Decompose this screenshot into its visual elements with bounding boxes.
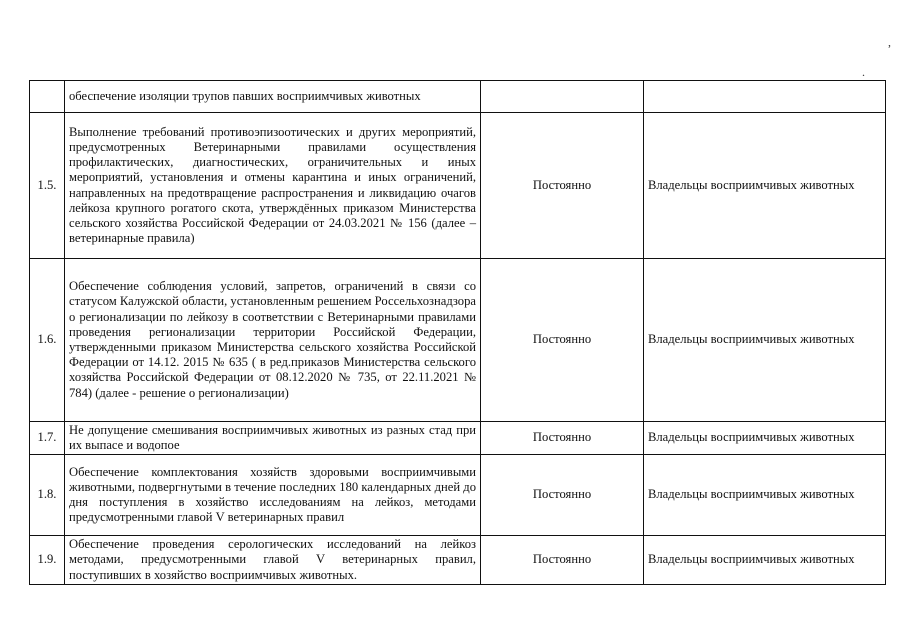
row-term	[481, 81, 644, 113]
row-description: Обеспечение комплектования хозяйств здоровыми восприимчивыми животными, подвергнутыми в течение последних 180 календарных дней до дня поступления в хозяйство исследованиям на лейкоз, методами предусмотренными главой V ветеринарных правил	[65, 455, 481, 536]
row-term: Постоянно	[481, 113, 644, 259]
row-responsible: Владельцы восприимчивых животных	[644, 259, 886, 422]
row-number: 1.7.	[30, 422, 65, 455]
table-row	[30, 259, 886, 422]
measures-table	[29, 80, 886, 585]
row-responsible	[644, 81, 886, 113]
row-description: обеспечение изоляции трупов павших восприимчивых животных	[65, 81, 481, 113]
row-description: Обеспечение проведения серологических исследований на лейкоз методами, предусмотренными главой V ветеринарных правил, поступивших в хозяйство восприимчивых животных.	[65, 536, 481, 585]
row-number	[30, 81, 65, 113]
row-number: 1.5.	[30, 113, 65, 259]
table-row	[30, 81, 886, 113]
table-row	[30, 113, 886, 259]
row-description: Не допущение смешивания восприимчивых животных из разных стад при их выпасе и водопое	[65, 422, 481, 455]
row-description: Выполнение требований противоэпизоотических и других мероприятий, предусмотренных Ветеринарными правилами осуществления профилактических, диагностических, ограничительных и иных мероприятий, установления и отмены карантина и иных ограничений, направленных на предотвращение распространения и ликвидацию очагов лейкоза крупного рогатого скота, утверждённых приказом Министерства сельского хозяйства Российской Федерации от 24.03.2021 № 156 (далее – ветеринарные правила)	[65, 113, 481, 259]
row-responsible: Владельцы восприимчивых животных	[644, 455, 886, 536]
row-number: 1.8.	[30, 455, 65, 536]
row-number: 1.9.	[30, 536, 65, 585]
row-responsible: Владельцы восприимчивых животных	[644, 113, 886, 259]
table-row	[30, 455, 886, 536]
row-responsible: Владельцы восприимчивых животных	[644, 422, 886, 455]
scan-mark-top: ,	[888, 35, 891, 49]
row-number: 1.6.	[30, 259, 65, 422]
row-term: Постоянно	[481, 455, 644, 536]
row-term: Постоянно	[481, 536, 644, 585]
table-row	[30, 536, 886, 585]
row-term: Постоянно	[481, 259, 644, 422]
row-responsible: Владельцы восприимчивых животных	[644, 536, 886, 585]
table-row	[30, 422, 886, 455]
scan-mark-lower: .	[862, 65, 865, 79]
row-description: Обеспечение соблюдения условий, запретов, ограничений в связи со статусом Калужской области, установленным решением Россельхознадзора о регионализации по лейкозу в соответствии с Ветеринарными правилами проведения регионализации территории Российской Федерации, утвержденными приказом Министерства сельского хозяйства Российской Федерации от 14.12. 2015 № 635 ( в ред.приказов Министерства сельского хозяйства Российской Федерации от 08.12.2020 № 735, от 22.11.2021 № 784) (далее - решение о регионализации)	[65, 259, 481, 422]
row-term: Постоянно	[481, 422, 644, 455]
